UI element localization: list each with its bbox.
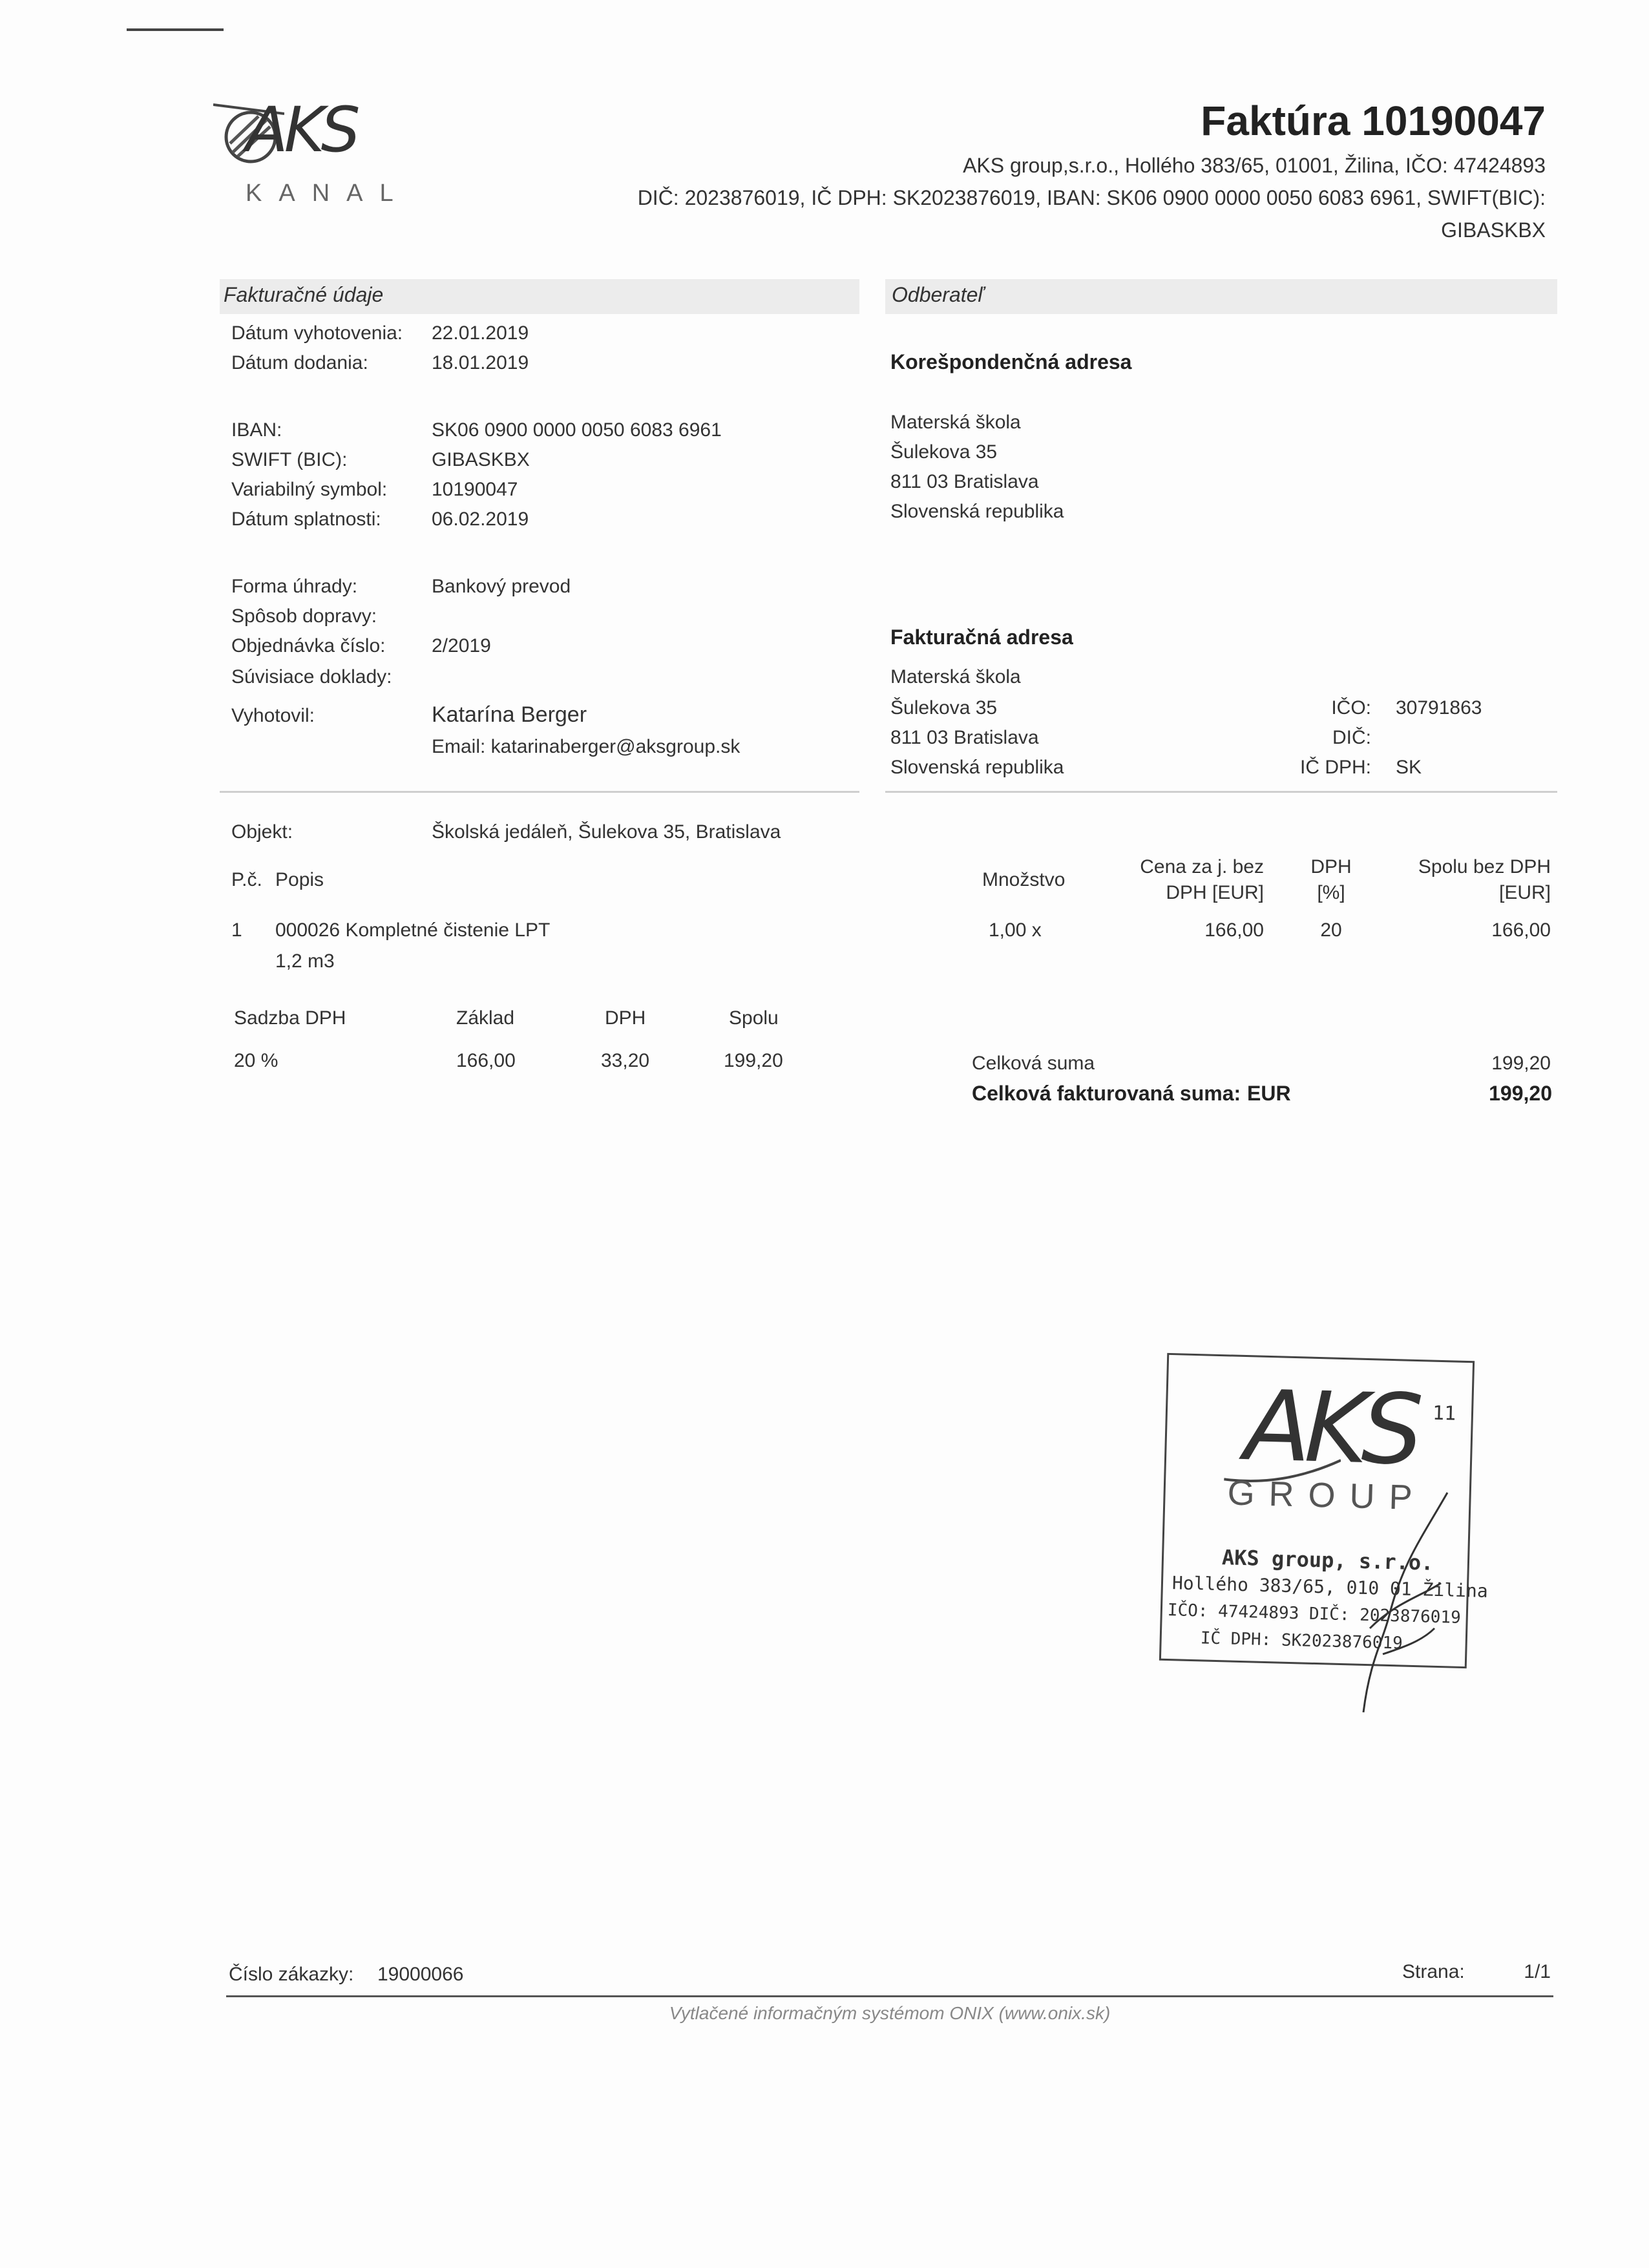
invoice-title: Faktúra 10190047 xyxy=(1201,98,1546,144)
row-total: 166,00 xyxy=(1491,919,1551,941)
payment-method-value: Bankový prevod xyxy=(432,576,571,597)
signature xyxy=(1344,1486,1460,1719)
col-header-qty: Množstvo xyxy=(982,869,1066,890)
due-date-value: 06.02.2019 xyxy=(432,509,529,530)
invoice-address-line-1: Materská škola xyxy=(890,666,1021,688)
invoiced-currency: EUR xyxy=(1247,1082,1291,1105)
stamp-company: AKS group, s.r.o. xyxy=(1221,1545,1434,1575)
order-label: Číslo zákazky: xyxy=(229,1964,354,1985)
issue-date-label: Dátum vyhotovenia: xyxy=(231,322,403,344)
row-num: 1 xyxy=(231,919,242,941)
stamp-ico-dic: IČO: 47424893 DIČ: 2023876019 xyxy=(1167,1601,1462,1628)
vat-header-rate: Sadzba DPH xyxy=(234,1007,346,1029)
issue-date-value: 22.01.2019 xyxy=(432,322,529,344)
iban-value: SK06 0900 0000 0050 6083 6961 xyxy=(432,419,722,441)
customer-heading: Odberateľ xyxy=(892,283,984,306)
stamp-brand: AKS xyxy=(1243,1370,1418,1487)
stamp-number: 11 xyxy=(1432,1402,1456,1425)
col-header-desc: Popis xyxy=(275,869,324,890)
vat-amount: 33,20 xyxy=(601,1050,650,1071)
stamp-address: Hollého 383/65, 010 01 Žilina xyxy=(1171,1572,1489,1602)
vat-header-total: Spolu xyxy=(729,1007,779,1029)
total-sum-label: Celková suma xyxy=(972,1053,1095,1074)
logo-brand: AKS xyxy=(246,94,357,166)
row-desc: 000026 Kompletné čistenie LPT xyxy=(275,919,551,941)
col-header-total-1: Spolu bez DPH xyxy=(1418,856,1551,877)
swift-label: SWIFT (BIC): xyxy=(231,449,348,470)
col-header-total-2: [EUR] xyxy=(1498,882,1551,903)
row-desc-detail: 1,2 m3 xyxy=(275,950,335,972)
supplier-line-2: DIČ: 2023876019, IČ DPH: SK2023876019, IBAN: SK06 0900 0000 0050 6083 6961, SWIFT(BIC): xyxy=(637,186,1546,209)
shipping-method-label: Spôsob dopravy: xyxy=(231,605,377,627)
swift-value: GIBASKBX xyxy=(432,449,530,470)
vat-header-vat: DPH xyxy=(605,1007,646,1029)
col-header-vat-2: [%] xyxy=(1317,882,1345,903)
customer-section-rule xyxy=(885,791,1557,793)
due-date-label: Dátum splatnosti: xyxy=(231,509,381,530)
invoice-address-line-4: Slovenská republika xyxy=(890,757,1064,778)
row-vat: 20 xyxy=(1320,919,1342,941)
related-docs-label: Súvisiace doklady: xyxy=(231,666,392,688)
stamp-icdph: IČ DPH: SK2023876019 xyxy=(1200,1628,1403,1654)
correspondence-line-3: 811 03 Bratislava xyxy=(890,471,1039,492)
iban-label: IBAN: xyxy=(231,419,282,441)
invoiced-sum-label: Celková fakturovaná suma: xyxy=(972,1082,1241,1105)
col-header-price-1: Cena za j. bez xyxy=(1140,856,1264,877)
total-sum-value: 199,20 xyxy=(1491,1053,1551,1074)
invoice-address-heading: Fakturačná adresa xyxy=(890,625,1073,649)
row-qty: 1,00 x xyxy=(989,919,1042,941)
issued-by-label: Vyhotovil: xyxy=(231,705,315,726)
issued-by-email: Email: katarinaberger@aksgroup.sk xyxy=(432,736,740,757)
vat-header-base: Základ xyxy=(456,1007,515,1029)
col-header-vat-1: DPH xyxy=(1310,856,1352,877)
scan-mark xyxy=(127,28,224,31)
issued-by-value: Katarína Berger xyxy=(432,702,587,727)
correspondence-line-4: Slovenská republika xyxy=(890,501,1064,522)
page-value: 1/1 xyxy=(1524,1961,1551,1982)
vat-base: 166,00 xyxy=(456,1050,516,1071)
customer-dic-label: DIČ: xyxy=(1332,727,1371,748)
order-value: 19000066 xyxy=(377,1964,464,1985)
object-label: Objekt: xyxy=(231,821,293,843)
billing-heading: Fakturačné údaje xyxy=(224,283,384,306)
delivery-date-value: 18.01.2019 xyxy=(432,352,529,373)
footer-rule xyxy=(226,1995,1553,1997)
object-value: Školská jedáleň, Šulekova 35, Bratislava xyxy=(432,821,781,843)
col-header-price-2: DPH [EUR] xyxy=(1166,882,1264,903)
customer-ico-value: 30791863 xyxy=(1396,697,1482,719)
supplier-line-3: GIBASKBX xyxy=(1441,218,1546,242)
page-label: Strana: xyxy=(1402,1961,1465,1982)
col-header-num: P.č. xyxy=(231,869,262,890)
payment-method-label: Forma úhrady: xyxy=(231,576,358,597)
variable-symbol-value: 10190047 xyxy=(432,479,518,500)
vat-rate: 20 % xyxy=(234,1050,278,1071)
order-number-label: Objednávka číslo: xyxy=(231,635,386,656)
vat-total: 199,20 xyxy=(724,1050,783,1071)
correspondence-line-2: Šulekova 35 xyxy=(890,441,998,463)
supplier-line-1: AKS group,s.r.o., Hollého 383/65, 01001, Žilina, IČO: 47424893 xyxy=(963,154,1546,177)
customer-icdph-value: SK xyxy=(1396,757,1422,778)
correspondence-line-1: Materská škola xyxy=(890,412,1021,433)
customer-icdph-label: IČ DPH: xyxy=(1299,757,1371,778)
order-number-value: 2/2019 xyxy=(432,635,491,656)
billing-section-rule xyxy=(220,791,859,793)
customer-ico-label: IČO: xyxy=(1331,697,1371,719)
correspondence-heading: Korešpondenčná adresa xyxy=(890,350,1132,373)
delivery-date-label: Dátum dodania: xyxy=(231,352,368,373)
variable-symbol-label: Variabilný symbol: xyxy=(231,479,388,500)
customer-header-band xyxy=(885,279,1557,314)
logo-subtitle: KANAL xyxy=(246,180,410,207)
stamp-group: GROUP xyxy=(1226,1473,1427,1518)
invoice-address-line-3: 811 03 Bratislava xyxy=(890,727,1039,748)
printed-by: Vytlačené informačným systémom ONIX (www.onix.sk) xyxy=(669,2003,1111,2023)
invoiced-sum-value: 199,20 xyxy=(1489,1082,1552,1105)
company-logo xyxy=(200,84,410,213)
invoice-address-line-2: Šulekova 35 xyxy=(890,697,998,719)
row-price: 166,00 xyxy=(1204,919,1264,941)
